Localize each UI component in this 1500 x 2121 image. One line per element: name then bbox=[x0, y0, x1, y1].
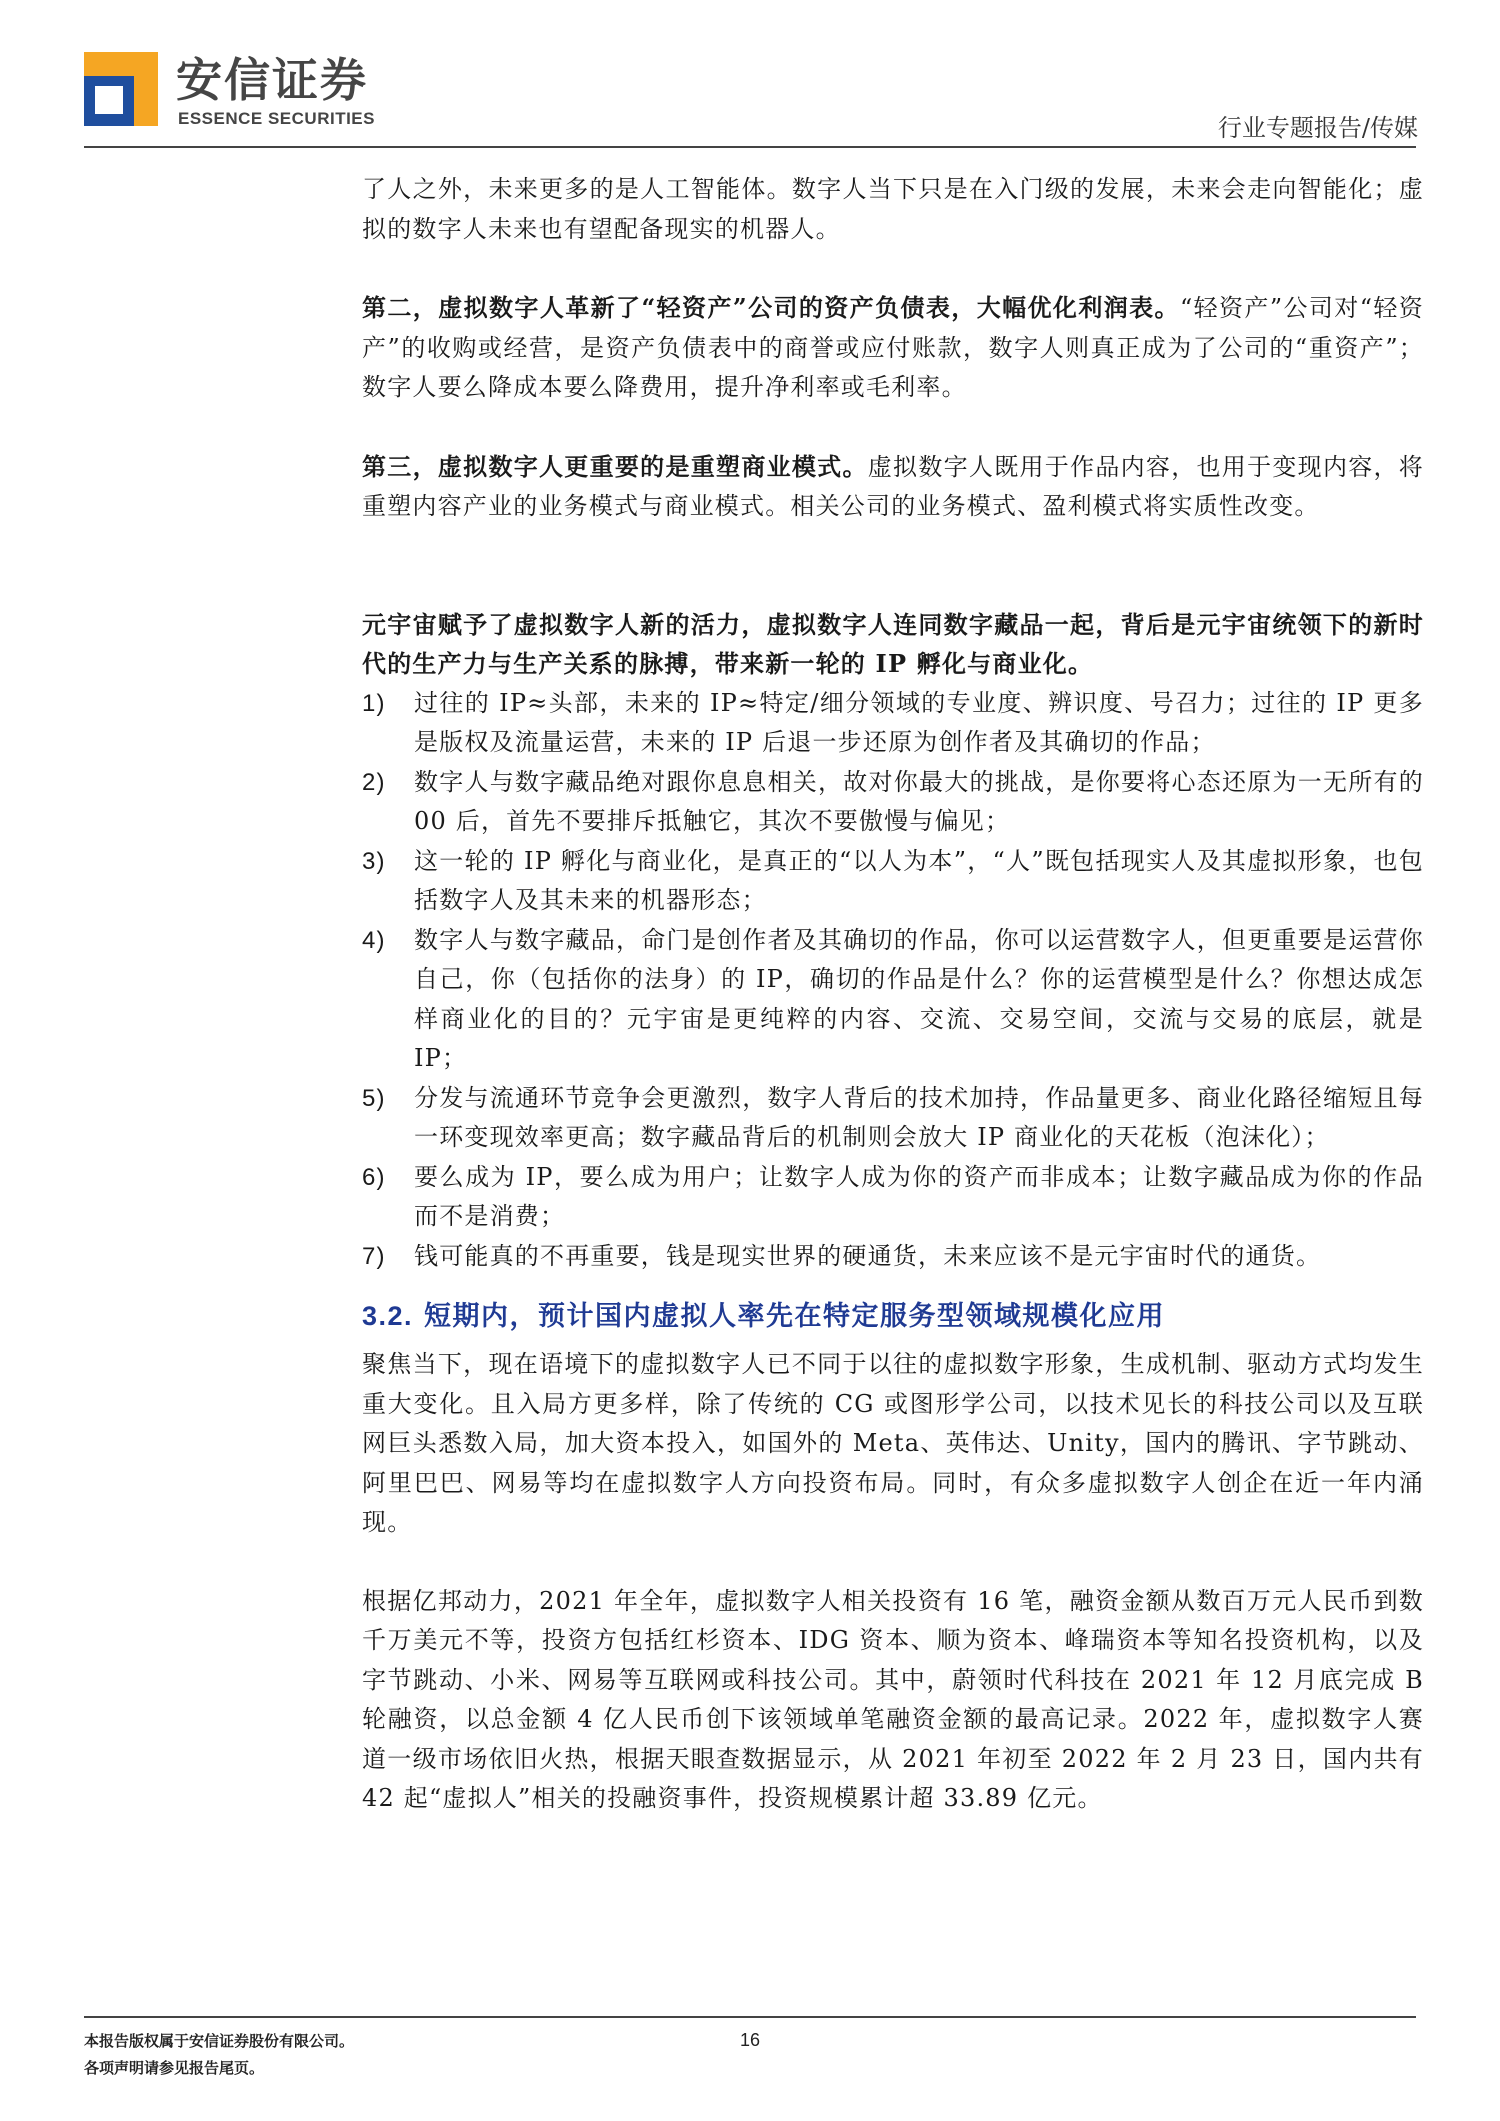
list-item bbox=[362, 684, 1424, 763]
list-item-number: 7) bbox=[362, 1242, 386, 1270]
list-item-number: 5) bbox=[362, 1084, 386, 1112]
report-type: 行业专题报告/传媒 bbox=[1217, 114, 1418, 142]
list-item-number: 1) bbox=[362, 689, 386, 717]
list-item bbox=[362, 1158, 1424, 1237]
section-title: 短期内，预计国内虚拟人率先在特定服务型领域规模化应用 bbox=[423, 1301, 1165, 1332]
list-item bbox=[362, 1079, 1424, 1158]
list-item bbox=[362, 842, 1424, 921]
list-item-text: 数字人与数字藏品，命门是创作者及其确切的作品，你可以运营数字人，但更重要是运营你自己，你（包括你的法身）的 IP，确切的作品是什么？你的运营模型是什么？你想达成怎样商业化的目的？元宇宙是更纯粹的内容、交流、交易空间，交流与交易的底层，就是 IP； bbox=[414, 925, 1424, 1072]
paragraph-5: 根据亿邦动力，2021 年全年，虚拟数字人相关投资有 16 笔，融资金额从数百万元人民币到数千万美元不等，投资方包括红杉资本、IDG 资本、顺为资本、峰瑞资本等知名投资机构，以及字节跳动、小米、网易等互联网或科技公司。其中，蔚领时代科技在 2021 年 12 月底完成 B 轮融资，以总金额 4 亿人民币创下该领域单笔融资金额的最高记录。2022 年，虚拟数字人赛道一级市场依旧火热，根据天眼查数据显示，从 2021 年初至 2022 年 2 月 23 日，国内共有 42 起“虚拟人”相关的投融资事件，投资规模累计超 33.89 亿元。 bbox=[362, 1586, 1424, 1812]
paragraph-2-lead: 第二，虚拟数字人革新了“轻资产”公司的资产负债表，大幅优化利润表。 bbox=[362, 293, 1180, 322]
paragraph-2-text: “轻资产”公司对“轻资产”的收购或经营，是资产负债表中的商誉或应付账款，数字人则真正成为了公司的“重资产”；数字人要么降成本要么降费用，提升净利率或毛利率。 bbox=[362, 294, 1424, 401]
list-item-number: 2) bbox=[362, 768, 386, 796]
paragraph-2 bbox=[362, 288, 1424, 408]
page-number: 16 bbox=[740, 2030, 761, 2050]
copyright-note: 本报告版权属于安信证券股份有限公司。 bbox=[84, 2032, 355, 2050]
list-item bbox=[362, 921, 1424, 1079]
list-item-number: 4) bbox=[362, 926, 386, 954]
list-item-text: 数字人与数字藏品绝对跟你息息相关，故对你最大的挑战，是你要将心态还原为一无所有的 00 后，首先不要排斥抵触它，其次不要傲慢与偏见； bbox=[414, 767, 1424, 835]
paragraph-1: 了人之外，未来更多的是人工智能体。数字人当下只是在入门级的发展，未来会走向智能化；虚拟的数字人未来也有望配备现实的机器人。 bbox=[362, 175, 1424, 243]
numbered-list bbox=[362, 684, 1424, 1277]
list-item-number: 6) bbox=[362, 1163, 386, 1191]
list-item bbox=[362, 763, 1424, 842]
bold-lead-paragraph: 元宇宙赋予了虚拟数字人新的活力，虚拟数字人连同数字藏品一起，背后是元宇宙统领下的新时代的生产力与生产关系的脉搏，带来新一轮的 IP 孵化与商业化。 bbox=[362, 609, 1424, 678]
section-heading bbox=[362, 1294, 1424, 1339]
list-item-text: 过往的 IP≈头部，未来的 IP≈特定/细分领域的专业度、辨识度、号召力；过往的 IP 更多是版权及流量运营，未来的 IP 后退一步还原为创作者及其确切的作品； bbox=[414, 688, 1424, 756]
list-item-text: 要么成为 IP，要么成为用户；让数字人成为你的资产而非成本；让数字藏品成为你的作品而不是消费； bbox=[414, 1162, 1424, 1230]
footer-disclaimer bbox=[84, 2028, 354, 2082]
report-body bbox=[362, 170, 1424, 1819]
list-item-text: 分发与流通环节竞争会更激烈，数字人背后的技术加持，作品量更多、商业化路径缩短且每一环变现效率更高；数字藏品背后的机制则会放大 IP 商业化的天花板（泡沫化）； bbox=[414, 1083, 1424, 1151]
paragraph-4: 聚焦当下，现在语境下的虚拟数字人已不同于以往的虚拟数字形象，生成机制、驱动方式均发生重大变化。且入局方更多样，除了传统的 CG 或图形学公司，以技术见长的科技公司以及互联网巨头悉数入局，加大资本投入，如国外的 Meta、英伟达、Unity，国内的腾讯、字节跳动、阿里巴巴、网易等均在虚拟数字人方向投资布局。同时，有众多虚拟数字人创企在近一年内涌现。 bbox=[362, 1350, 1424, 1536]
list-item-text: 这一轮的 IP 孵化与商业化，是真正的“以人为本”，“人”既包括现实人及其虚拟形象，也包括数字人及其未来的机器形态； bbox=[414, 846, 1424, 914]
list-item-text: 钱可能真的不再重要，钱是现实世界的硬通货，未来应该不是元宇宙时代的通货。 bbox=[414, 1241, 1322, 1270]
footer-divider bbox=[84, 2016, 1416, 2018]
paragraph-3-lead: 第三，虚拟数字人更重要的是重塑商业模式。 bbox=[362, 451, 868, 481]
paragraph-3-text: 虚拟数字人既用于作品内容，也用于变现内容，将重塑内容产业的业务模式与商业模式。相关公司的业务模式、盈利模式将实质性改变。 bbox=[362, 452, 1425, 520]
paragraph-3 bbox=[362, 447, 1424, 527]
essence-logo-icon bbox=[84, 52, 158, 126]
brand-name-en: ESSENCE SECURITIES bbox=[178, 109, 375, 128]
disclaimer-note: 各项声明请参见报告尾页。 bbox=[84, 2059, 265, 2077]
list-item bbox=[362, 1237, 1424, 1277]
header-divider bbox=[84, 146, 1416, 148]
brand-name-cn: 安信证券 bbox=[176, 53, 368, 107]
section-number: 3.2. bbox=[362, 1301, 414, 1331]
list-item-number: 3) bbox=[362, 847, 386, 875]
